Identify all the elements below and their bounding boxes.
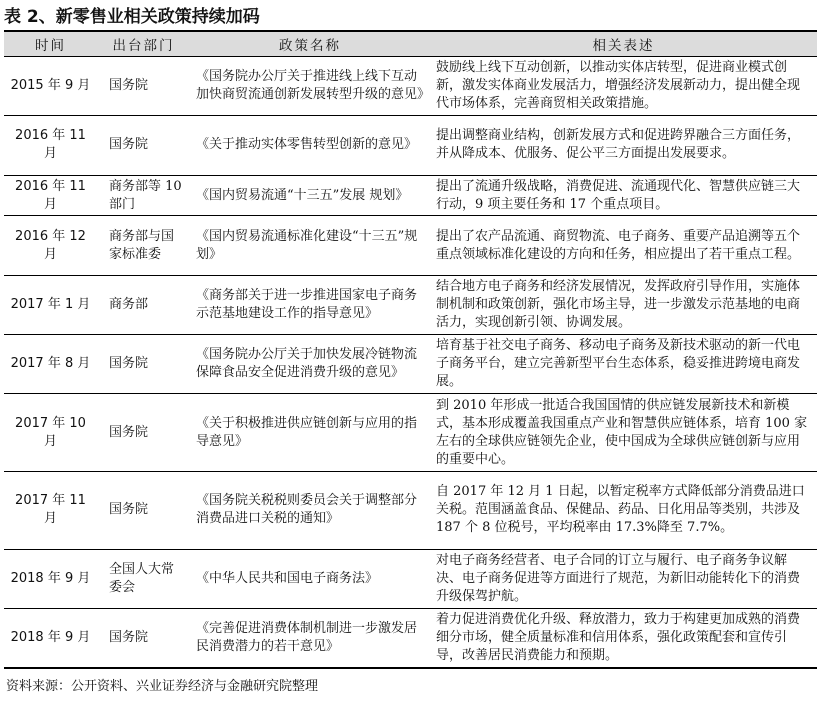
header-row <box>4 31 817 57</box>
table-row <box>4 57 817 116</box>
column-header-dept: 出台部门 <box>97 31 190 57</box>
cell-dept: 商务部等 10 部门 <box>97 175 190 216</box>
cell-time: 2016 年 12 月 <box>4 216 97 275</box>
cell-policy-name: 《商务部关于进一步推进国家电子商务示范基地建设工作的指导意见》 <box>190 275 430 334</box>
cell-description: 着力促进消费优化升级、释放潜力，致力于构建更加成熟的消费细分市场，健全质量标准和信用体系，强化政策配套和宣传引导，改善居民消费能力和预期。 <box>430 609 817 668</box>
cell-policy-name: 《国务院办公厅关于推进线上线下互动加快商贸流通创新发展转型升级的意见》 <box>190 57 430 116</box>
cell-dept: 国务院 <box>97 609 190 668</box>
cell-dept: 国务院 <box>97 57 190 116</box>
source-note: 资料来源：公开资料、兴业证券经济与金融研究院整理 <box>6 679 319 694</box>
cell-description: 鼓励线上线下互动创新，以推动实体店转型，促进商业模式创新，激发实体商业发展活力，增强经济发展新动力，提出健全现代市场体系，完善商贸相关政策措施。 <box>430 57 817 116</box>
cell-policy-name: 《完善促进消费体制机制进一步激发居民消费潜力的若干意见》 <box>190 609 430 668</box>
cell-policy-name: 《关于积极推进供应链创新与应用的指导意见》 <box>190 394 430 472</box>
cell-policy-name: 《关于推动实体零售转型创新的意见》 <box>190 116 430 175</box>
cell-policy-name: 《国内贸易流通“十三五”发展 规划》 <box>190 175 430 216</box>
cell-time: 2016 年 11 月 <box>4 175 97 216</box>
cell-time: 2018 年 9 月 <box>4 549 97 608</box>
column-header-policy-name: 政策名称 <box>190 31 430 57</box>
table-title: 表 2、新零售业相关政策持续加码 <box>4 7 260 27</box>
cell-dept: 国务院 <box>97 116 190 175</box>
table-row <box>4 472 817 550</box>
table-row <box>4 549 817 608</box>
cell-time: 2017 年 11 月 <box>4 472 97 550</box>
cell-dept: 商务部与国家标准委 <box>97 216 190 275</box>
cell-policy-name: 《国务院办公厅关于加快发展冷链物流保障食品安全促进消费升级的意见》 <box>190 335 430 394</box>
table-row <box>4 609 817 668</box>
cell-description: 自 2017 年 12 月 1 日起，以暂定税率方式降低部分消费品进口关税。范围涵盖食品、保健品、药品、日化用品等类别，共涉及 187 个 8 位税号，平均税率由 17.3%降至 7.7%。 <box>430 472 817 550</box>
policy-table <box>4 30 817 669</box>
table-row <box>4 275 817 334</box>
cell-dept: 国务院 <box>97 335 190 394</box>
cell-description: 到 2010 年形成一批适合我国国情的供应链发展新技术和新模式，基本形成覆盖我国重点产业和智慧供应链体系，培育 100 家左右的全球供应链领先企业，使中国成为全球供应链创新与应用的重要中心。 <box>430 394 817 472</box>
cell-policy-name: 《中华人民共和国电子商务法》 <box>190 549 430 608</box>
cell-policy-name: 《国内贸易流通标准化建设“十三五”规划》 <box>190 216 430 275</box>
table-row <box>4 394 817 472</box>
column-header-description: 相关表述 <box>430 31 817 57</box>
cell-time: 2015 年 9 月 <box>4 57 97 116</box>
cell-dept: 商务部 <box>97 275 190 334</box>
cell-time: 2018 年 9 月 <box>4 609 97 668</box>
table-row <box>4 116 817 175</box>
cell-time: 2017 年 8 月 <box>4 335 97 394</box>
cell-description: 提出了农产品流通、商贸物流、电子商务、重要产品追溯等五个重点领域标准化建设的方向和任务，相应提出了若干重点工程。 <box>430 216 817 275</box>
column-header-time: 时间 <box>4 31 97 57</box>
table-row <box>4 175 817 216</box>
cell-time: 2017 年 1 月 <box>4 275 97 334</box>
cell-description: 对电子商务经营者、电子合同的订立与履行、电子商务争议解决、电子商务促进等方面进行了规范，为新旧动能转化下的消费升级保驾护航。 <box>430 549 817 608</box>
cell-description: 提出了流通升级战略，消费促进、流通现代化、智慧供应链三大行动，9 项主要任务和 17 个重点项目。 <box>430 175 817 216</box>
cell-dept: 全国人大常委会 <box>97 549 190 608</box>
cell-description: 培育基于社交电子商务、移动电子商务及新技术驱动的新一代电子商务平台，建立完善新型平台生态体系，稳妥推进跨境电商发展。 <box>430 335 817 394</box>
cell-time: 2017 年 10 月 <box>4 394 97 472</box>
cell-dept: 国务院 <box>97 394 190 472</box>
table-row <box>4 335 817 394</box>
cell-time: 2016 年 11 月 <box>4 116 97 175</box>
cell-dept: 国务院 <box>97 472 190 550</box>
cell-description: 提出调整商业结构，创新发展方式和促进跨界融合三方面任务，并从降成本、优服务、促公平三方面提出发展要求。 <box>430 116 817 175</box>
cell-policy-name: 《国务院关税税则委员会关于调整部分消费品进口关税的通知》 <box>190 472 430 550</box>
table-row <box>4 216 817 275</box>
cell-description: 结合地方电子商务和经济发展情况，发挥政府引导作用，实施体制机制和政策创新，强化市场主导，进一步激发示范基地的电商活力，实现创新引领、协调发展。 <box>430 275 817 334</box>
